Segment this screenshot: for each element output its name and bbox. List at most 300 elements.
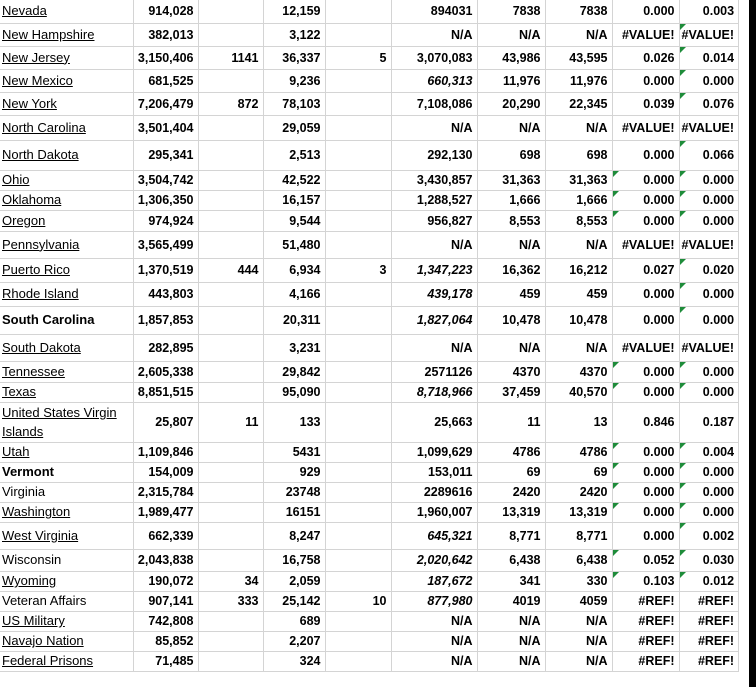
data-cell-col-9[interactable]: 0.066 — [679, 140, 739, 170]
state-name-cell[interactable]: United States Virgin Islands — [0, 402, 133, 442]
data-cell-col-4[interactable] — [325, 306, 391, 334]
data-cell-col-7[interactable]: N/A — [545, 23, 612, 46]
state-name-cell[interactable]: Puerto Rico — [0, 258, 133, 282]
data-cell-col-6[interactable]: 4019 — [477, 591, 545, 611]
data-cell-col-5[interactable]: N/A — [391, 631, 477, 651]
data-cell-col-7[interactable]: 40,570 — [545, 382, 612, 402]
data-cell-col-7[interactable]: 69 — [545, 462, 612, 482]
data-cell-col-3[interactable]: 36,337 — [263, 46, 325, 69]
data-cell-col-7[interactable]: N/A — [545, 334, 612, 361]
data-cell-col-7[interactable]: N/A — [545, 631, 612, 651]
data-cell-col-5[interactable]: 2571126 — [391, 361, 477, 382]
data-cell-col-2[interactable] — [198, 140, 263, 170]
state-name-cell[interactable]: Utah — [0, 442, 133, 462]
data-cell-col-3[interactable]: 9,544 — [263, 210, 325, 231]
data-cell-col-8[interactable]: 0.000 — [612, 502, 679, 522]
data-cell-col-7[interactable]: 698 — [545, 140, 612, 170]
data-cell-col-1[interactable]: 7,206,479 — [133, 92, 198, 115]
data-cell-col-8[interactable]: 0.000 — [612, 140, 679, 170]
data-cell-col-5[interactable]: N/A — [391, 231, 477, 258]
data-cell-col-6[interactable]: 698 — [477, 140, 545, 170]
table-row — [0, 282, 739, 306]
data-cell-col-2[interactable] — [198, 502, 263, 522]
data-cell-col-9[interactable]: 0.000 — [679, 306, 739, 334]
data-cell-col-3[interactable]: 2,513 — [263, 140, 325, 170]
data-cell-col-9[interactable]: #REF! — [679, 651, 739, 671]
data-cell-col-3[interactable]: 20,311 — [263, 306, 325, 334]
state-name-cell[interactable]: Washington — [0, 502, 133, 522]
data-cell-col-3[interactable]: 324 — [263, 651, 325, 671]
data-cell-col-8[interactable]: #VALUE! — [612, 231, 679, 258]
data-cell-col-1[interactable]: 974,924 — [133, 210, 198, 231]
data-cell-col-5[interactable]: 7,108,086 — [391, 92, 477, 115]
data-cell-col-6[interactable]: 20,290 — [477, 92, 545, 115]
state-name-cell[interactable]: Tennessee — [0, 361, 133, 382]
data-cell-col-7[interactable]: 31,363 — [545, 170, 612, 190]
data-cell-col-7[interactable]: N/A — [545, 115, 612, 140]
data-cell-col-9[interactable]: 0.030 — [679, 549, 739, 571]
data-cell-col-3[interactable]: 5431 — [263, 442, 325, 462]
data-cell-col-7[interactable]: N/A — [545, 231, 612, 258]
data-cell-col-2[interactable] — [198, 631, 263, 651]
data-cell-col-2[interactable] — [198, 190, 263, 210]
state-name-cell[interactable]: Pennsylvania — [0, 231, 133, 258]
data-cell-col-4[interactable] — [325, 69, 391, 92]
data-cell-col-1[interactable]: 282,895 — [133, 334, 198, 361]
data-cell-col-3[interactable]: 689 — [263, 611, 325, 631]
data-cell-col-7[interactable]: 7838 — [545, 0, 612, 23]
table-row — [0, 23, 739, 46]
data-cell-col-4[interactable] — [325, 140, 391, 170]
data-cell-col-2[interactable] — [198, 651, 263, 671]
data-cell-col-1[interactable]: 2,315,784 — [133, 482, 198, 502]
data-cell-col-2[interactable]: 872 — [198, 92, 263, 115]
data-cell-col-1[interactable]: 2,605,338 — [133, 361, 198, 382]
data-cell-col-8[interactable]: #VALUE! — [612, 115, 679, 140]
data-cell-col-1[interactable]: 2,043,838 — [133, 549, 198, 571]
data-cell-col-2[interactable] — [198, 442, 263, 462]
table-row — [0, 140, 739, 170]
data-cell-col-3[interactable]: 16,157 — [263, 190, 325, 210]
data-cell-col-4[interactable] — [325, 170, 391, 190]
data-cell-col-4[interactable] — [325, 361, 391, 382]
data-cell-col-2[interactable] — [198, 306, 263, 334]
data-cell-col-5[interactable]: 1,099,629 — [391, 442, 477, 462]
data-cell-col-3[interactable]: 16151 — [263, 502, 325, 522]
data-cell-col-8[interactable]: 0.000 — [612, 361, 679, 382]
data-cell-col-8[interactable]: #REF! — [612, 651, 679, 671]
data-cell-col-9[interactable]: 0.000 — [679, 170, 739, 190]
data-cell-col-3[interactable]: 42,522 — [263, 170, 325, 190]
data-cell-col-1[interactable]: 1,306,350 — [133, 190, 198, 210]
data-cell-col-1[interactable]: 3,565,499 — [133, 231, 198, 258]
data-cell-col-6[interactable]: 37,459 — [477, 382, 545, 402]
data-cell-col-7[interactable]: 4786 — [545, 442, 612, 462]
state-name-cell[interactable]: West Virginia — [0, 522, 133, 549]
data-cell-col-5[interactable]: 2,020,642 — [391, 549, 477, 571]
data-cell-col-5[interactable]: 1,960,007 — [391, 502, 477, 522]
state-name-cell[interactable]: Rhode Island — [0, 282, 133, 306]
data-cell-col-1[interactable]: 71,485 — [133, 651, 198, 671]
data-cell-col-6[interactable]: 4786 — [477, 442, 545, 462]
data-cell-col-4[interactable] — [325, 0, 391, 23]
data-cell-col-1[interactable]: 295,341 — [133, 140, 198, 170]
state-name-cell[interactable]: Wyoming — [0, 571, 133, 591]
data-cell-col-2[interactable]: 11 — [198, 402, 263, 442]
data-cell-col-5[interactable]: 8,718,966 — [391, 382, 477, 402]
data-cell-col-4[interactable] — [325, 522, 391, 549]
state-name-cell[interactable]: US Military — [0, 611, 133, 631]
data-cell-col-8[interactable]: #VALUE! — [612, 23, 679, 46]
state-name-cell[interactable]: Oklahoma — [0, 190, 133, 210]
data-cell-col-5[interactable]: N/A — [391, 611, 477, 631]
data-cell-col-8[interactable]: #REF! — [612, 631, 679, 651]
data-cell-col-8[interactable]: 0.000 — [612, 190, 679, 210]
data-cell-col-1[interactable]: 3,501,404 — [133, 115, 198, 140]
data-cell-col-4[interactable] — [325, 462, 391, 482]
data-cell-col-3[interactable]: 29,842 — [263, 361, 325, 382]
data-cell-col-6[interactable]: 4370 — [477, 361, 545, 382]
data-cell-col-7[interactable]: 43,595 — [545, 46, 612, 69]
data-cell-col-3[interactable]: 6,934 — [263, 258, 325, 282]
data-cell-col-3[interactable]: 29,059 — [263, 115, 325, 140]
data-cell-col-5[interactable]: N/A — [391, 115, 477, 140]
state-name-cell[interactable]: Nevada — [0, 0, 133, 23]
data-cell-col-5[interactable]: N/A — [391, 651, 477, 671]
data-cell-col-1[interactable]: 1,857,853 — [133, 306, 198, 334]
data-cell-col-6[interactable]: 31,363 — [477, 170, 545, 190]
data-cell-col-9[interactable]: 0.000 — [679, 482, 739, 502]
data-cell-col-3[interactable]: 78,103 — [263, 92, 325, 115]
data-cell-col-1[interactable]: 154,009 — [133, 462, 198, 482]
data-cell-col-5[interactable]: 2289616 — [391, 482, 477, 502]
data-cell-col-3[interactable]: 2,059 — [263, 571, 325, 591]
data-cell-col-4[interactable] — [325, 334, 391, 361]
data-cell-col-9[interactable]: 0.014 — [679, 46, 739, 69]
state-name-cell[interactable]: Ohio — [0, 170, 133, 190]
data-cell-col-4[interactable] — [325, 549, 391, 571]
data-cell-col-8[interactable]: 0.000 — [612, 0, 679, 23]
data-cell-col-8[interactable]: 0.103 — [612, 571, 679, 591]
data-cell-col-2[interactable] — [198, 210, 263, 231]
state-name-cell[interactable]: Wisconsin — [0, 549, 133, 571]
table-row — [0, 442, 739, 462]
table-row — [0, 382, 739, 402]
state-name-cell[interactable]: New York — [0, 92, 133, 115]
data-cell-col-8[interactable]: 0.000 — [612, 210, 679, 231]
state-name-cell[interactable]: North Carolina — [0, 115, 133, 140]
data-cell-col-1[interactable]: 3,504,742 — [133, 170, 198, 190]
data-cell-col-9[interactable]: #VALUE! — [679, 231, 739, 258]
data-cell-col-8[interactable]: 0.000 — [612, 282, 679, 306]
data-cell-col-9[interactable]: #VALUE! — [679, 115, 739, 140]
state-name-cell[interactable]: Navajo Nation — [0, 631, 133, 651]
data-cell-col-3[interactable]: 16,758 — [263, 549, 325, 571]
data-cell-col-4[interactable] — [325, 651, 391, 671]
table-row — [0, 0, 739, 23]
data-cell-col-1[interactable]: 25,807 — [133, 402, 198, 442]
data-cell-col-1[interactable]: 85,852 — [133, 631, 198, 651]
data-cell-col-7[interactable]: 16,212 — [545, 258, 612, 282]
data-cell-col-2[interactable] — [198, 382, 263, 402]
data-cell-col-9[interactable]: 0.003 — [679, 0, 739, 23]
data-cell-col-7[interactable]: 10,478 — [545, 306, 612, 334]
data-cell-col-9[interactable]: #VALUE! — [679, 334, 739, 361]
data-cell-col-1[interactable]: 914,028 — [133, 0, 198, 23]
data-cell-col-1[interactable]: 1,989,477 — [133, 502, 198, 522]
state-name-cell[interactable]: Vermont — [0, 462, 133, 482]
data-cell-col-5[interactable]: 3,070,083 — [391, 46, 477, 69]
state-name-cell[interactable]: South Carolina — [0, 306, 133, 334]
data-cell-col-4[interactable] — [325, 502, 391, 522]
data-cell-col-6[interactable]: 6,438 — [477, 549, 545, 571]
state-name-cell[interactable]: Veteran Affairs — [0, 591, 133, 611]
data-cell-col-3[interactable]: 25,142 — [263, 591, 325, 611]
data-cell-col-1[interactable]: 681,525 — [133, 69, 198, 92]
data-cell-col-6[interactable]: 1,666 — [477, 190, 545, 210]
data-cell-col-4[interactable] — [325, 442, 391, 462]
data-cell-col-6[interactable]: N/A — [477, 115, 545, 140]
data-cell-col-6[interactable]: 13,319 — [477, 502, 545, 522]
data-cell-col-1[interactable]: 382,013 — [133, 23, 198, 46]
data-cell-col-8[interactable]: 0.026 — [612, 46, 679, 69]
data-cell-col-3[interactable]: 133 — [263, 402, 325, 442]
data-cell-col-5[interactable]: 877,980 — [391, 591, 477, 611]
data-cell-col-8[interactable]: 0.000 — [612, 382, 679, 402]
data-cell-col-5[interactable]: 1,288,527 — [391, 190, 477, 210]
data-cell-col-9[interactable]: 0.020 — [679, 258, 739, 282]
data-cell-col-4[interactable] — [325, 210, 391, 231]
data-cell-col-3[interactable]: 9,236 — [263, 69, 325, 92]
data-cell-col-6[interactable]: N/A — [477, 631, 545, 651]
data-cell-col-9[interactable]: 0.000 — [679, 361, 739, 382]
data-cell-col-6[interactable]: N/A — [477, 231, 545, 258]
data-cell-col-6[interactable]: 16,362 — [477, 258, 545, 282]
data-cell-col-7[interactable]: 8,553 — [545, 210, 612, 231]
data-cell-col-7[interactable]: 13 — [545, 402, 612, 442]
data-cell-col-9[interactable]: #VALUE! — [679, 23, 739, 46]
data-cell-col-2[interactable]: 34 — [198, 571, 263, 591]
data-cell-col-5[interactable]: 1,827,064 — [391, 306, 477, 334]
data-cell-col-8[interactable]: 0.052 — [612, 549, 679, 571]
data-cell-col-1[interactable]: 190,072 — [133, 571, 198, 591]
data-cell-col-4[interactable] — [325, 23, 391, 46]
data-cell-col-3[interactable]: 95,090 — [263, 382, 325, 402]
state-name-cell[interactable]: North Dakota — [0, 140, 133, 170]
data-cell-col-5[interactable]: 292,130 — [391, 140, 477, 170]
data-cell-col-2[interactable] — [198, 170, 263, 190]
data-cell-col-1[interactable]: 1,370,519 — [133, 258, 198, 282]
data-cell-col-8[interactable]: 0.000 — [612, 462, 679, 482]
data-cell-col-1[interactable]: 3,150,406 — [133, 46, 198, 69]
data-cell-col-2[interactable] — [198, 282, 263, 306]
data-cell-col-9[interactable]: 0.000 — [679, 210, 739, 231]
data-cell-col-5[interactable]: 187,672 — [391, 571, 477, 591]
data-cell-col-2[interactable]: 1141 — [198, 46, 263, 69]
data-cell-col-4[interactable]: 3 — [325, 258, 391, 282]
data-cell-col-8[interactable]: #REF! — [612, 591, 679, 611]
data-cell-col-5[interactable]: 956,827 — [391, 210, 477, 231]
data-cell-col-4[interactable] — [325, 611, 391, 631]
data-cell-col-5[interactable]: 660,313 — [391, 69, 477, 92]
state-name-cell[interactable]: Virginia — [0, 482, 133, 502]
data-cell-col-6[interactable]: 8,553 — [477, 210, 545, 231]
data-cell-col-6[interactable]: 2420 — [477, 482, 545, 502]
data-cell-col-1[interactable]: 8,851,515 — [133, 382, 198, 402]
state-name-cell[interactable]: Federal Prisons — [0, 651, 133, 671]
data-cell-col-8[interactable]: 0.846 — [612, 402, 679, 442]
state-name-cell[interactable]: New Hampshire — [0, 23, 133, 46]
data-cell-col-4[interactable] — [325, 482, 391, 502]
table-row — [0, 210, 739, 231]
data-cell-col-7[interactable]: 8,771 — [545, 522, 612, 549]
data-cell-col-3[interactable]: 23748 — [263, 482, 325, 502]
data-cell-col-5[interactable]: 894031 — [391, 0, 477, 23]
data-cell-col-9[interactable]: #REF! — [679, 631, 739, 651]
data-cell-col-6[interactable]: 8,771 — [477, 522, 545, 549]
data-cell-col-2[interactable] — [198, 482, 263, 502]
data-cell-col-8[interactable]: 0.000 — [612, 170, 679, 190]
data-cell-col-2[interactable] — [198, 334, 263, 361]
data-cell-col-7[interactable]: 330 — [545, 571, 612, 591]
data-cell-col-9[interactable]: 0.012 — [679, 571, 739, 591]
data-cell-col-3[interactable]: 4,166 — [263, 282, 325, 306]
data-cell-col-7[interactable]: N/A — [545, 651, 612, 671]
data-cell-col-9[interactable]: 0.000 — [679, 282, 739, 306]
data-cell-col-2[interactable] — [198, 0, 263, 23]
data-cell-col-6[interactable]: 7838 — [477, 0, 545, 23]
data-cell-col-6[interactable]: 459 — [477, 282, 545, 306]
data-cell-col-3[interactable]: 2,207 — [263, 631, 325, 651]
data-cell-col-2[interactable]: 444 — [198, 258, 263, 282]
table-row — [0, 334, 739, 361]
data-cell-col-5[interactable]: N/A — [391, 334, 477, 361]
state-name-cell[interactable]: Texas — [0, 382, 133, 402]
data-cell-col-4[interactable]: 10 — [325, 591, 391, 611]
data-cell-col-2[interactable]: 333 — [198, 591, 263, 611]
data-cell-col-7[interactable]: N/A — [545, 611, 612, 631]
data-cell-col-2[interactable] — [198, 231, 263, 258]
data-cell-col-6[interactable]: 43,986 — [477, 46, 545, 69]
data-cell-col-2[interactable] — [198, 522, 263, 549]
data-cell-col-7[interactable]: 22,345 — [545, 92, 612, 115]
data-cell-col-6[interactable]: 10,478 — [477, 306, 545, 334]
data-cell-col-4[interactable] — [325, 382, 391, 402]
data-cell-col-7[interactable]: 4059 — [545, 591, 612, 611]
data-cell-col-2[interactable] — [198, 115, 263, 140]
data-cell-col-4[interactable] — [325, 92, 391, 115]
data-cell-col-1[interactable]: 1,109,846 — [133, 442, 198, 462]
data-cell-col-4[interactable] — [325, 231, 391, 258]
data-cell-col-8[interactable]: 0.000 — [612, 522, 679, 549]
data-cell-col-2[interactable] — [198, 611, 263, 631]
data-cell-col-9[interactable]: 0.004 — [679, 442, 739, 462]
data-cell-col-7[interactable]: 4370 — [545, 361, 612, 382]
data-cell-col-2[interactable] — [198, 549, 263, 571]
data-cell-col-2[interactable] — [198, 462, 263, 482]
data-cell-col-3[interactable]: 12,159 — [263, 0, 325, 23]
data-cell-col-6[interactable]: 11,976 — [477, 69, 545, 92]
data-cell-col-5[interactable]: 439,178 — [391, 282, 477, 306]
data-cell-col-7[interactable]: 11,976 — [545, 69, 612, 92]
data-cell-col-9[interactable]: 0.000 — [679, 190, 739, 210]
data-cell-col-2[interactable] — [198, 361, 263, 382]
data-cell-col-3[interactable]: 8,247 — [263, 522, 325, 549]
data-cell-col-1[interactable]: 443,803 — [133, 282, 198, 306]
data-cell-col-7[interactable]: 459 — [545, 282, 612, 306]
data-cell-col-6[interactable]: N/A — [477, 611, 545, 631]
table-row — [0, 306, 739, 334]
data-cell-col-1[interactable]: 662,339 — [133, 522, 198, 549]
data-cell-col-6[interactable]: N/A — [477, 23, 545, 46]
data-cell-col-6[interactable]: 341 — [477, 571, 545, 591]
data-cell-col-9[interactable]: #REF! — [679, 611, 739, 631]
data-cell-col-4[interactable] — [325, 190, 391, 210]
data-cell-col-7[interactable]: 1,666 — [545, 190, 612, 210]
data-cell-col-4[interactable] — [325, 282, 391, 306]
data-cell-col-6[interactable]: N/A — [477, 334, 545, 361]
data-cell-col-5[interactable]: N/A — [391, 23, 477, 46]
data-cell-col-5[interactable]: 25,663 — [391, 402, 477, 442]
data-cell-col-5[interactable]: 645,321 — [391, 522, 477, 549]
data-cell-col-5[interactable]: 1,347,223 — [391, 258, 477, 282]
data-cell-col-7[interactable]: 13,319 — [545, 502, 612, 522]
data-cell-col-8[interactable]: #VALUE! — [612, 334, 679, 361]
data-cell-col-6[interactable]: 69 — [477, 462, 545, 482]
data-cell-col-5[interactable]: 3,430,857 — [391, 170, 477, 190]
data-cell-col-5[interactable]: 153,011 — [391, 462, 477, 482]
data-cell-col-6[interactable]: 11 — [477, 402, 545, 442]
data-cell-col-2[interactable] — [198, 69, 263, 92]
data-cell-col-9[interactable]: 0.076 — [679, 92, 739, 115]
data-cell-col-3[interactable]: 3,122 — [263, 23, 325, 46]
data-cell-col-6[interactable]: N/A — [477, 651, 545, 671]
data-cell-col-8[interactable]: 0.000 — [612, 442, 679, 462]
data-cell-col-9[interactable]: 0.000 — [679, 69, 739, 92]
data-cell-col-1[interactable]: 742,808 — [133, 611, 198, 631]
data-cell-col-9[interactable]: 0.002 — [679, 522, 739, 549]
table-row — [0, 482, 739, 502]
data-cell-col-4[interactable] — [325, 571, 391, 591]
data-cell-col-8[interactable]: 0.000 — [612, 482, 679, 502]
data-cell-col-8[interactable]: 0.000 — [612, 306, 679, 334]
data-cell-col-3[interactable]: 929 — [263, 462, 325, 482]
state-name-cell[interactable]: Oregon — [0, 210, 133, 231]
state-name-cell[interactable]: New Mexico — [0, 69, 133, 92]
data-cell-col-3[interactable]: 3,231 — [263, 334, 325, 361]
data-cell-col-4[interactable] — [325, 402, 391, 442]
data-cell-col-7[interactable]: 2420 — [545, 482, 612, 502]
data-cell-col-8[interactable]: #REF! — [612, 611, 679, 631]
data-cell-col-8[interactable]: 0.027 — [612, 258, 679, 282]
state-name-cell[interactable]: New Jersey — [0, 46, 133, 69]
data-cell-col-9[interactable]: 0.187 — [679, 402, 739, 442]
data-cell-col-9[interactable]: 0.000 — [679, 462, 739, 482]
data-cell-col-3[interactable]: 51,480 — [263, 231, 325, 258]
data-cell-col-9[interactable]: 0.000 — [679, 382, 739, 402]
data-cell-col-9[interactable]: 0.000 — [679, 502, 739, 522]
data-cell-col-4[interactable]: 5 — [325, 46, 391, 69]
data-cell-col-4[interactable] — [325, 631, 391, 651]
data-cell-col-8[interactable]: 0.000 — [612, 69, 679, 92]
data-cell-col-2[interactable] — [198, 23, 263, 46]
data-cell-col-8[interactable]: 0.039 — [612, 92, 679, 115]
data-cell-col-4[interactable] — [325, 115, 391, 140]
data-cell-col-7[interactable]: 6,438 — [545, 549, 612, 571]
state-name-cell[interactable]: South Dakota — [0, 334, 133, 361]
data-cell-col-9[interactable]: #REF! — [679, 591, 739, 611]
data-cell-col-1[interactable]: 907,141 — [133, 591, 198, 611]
